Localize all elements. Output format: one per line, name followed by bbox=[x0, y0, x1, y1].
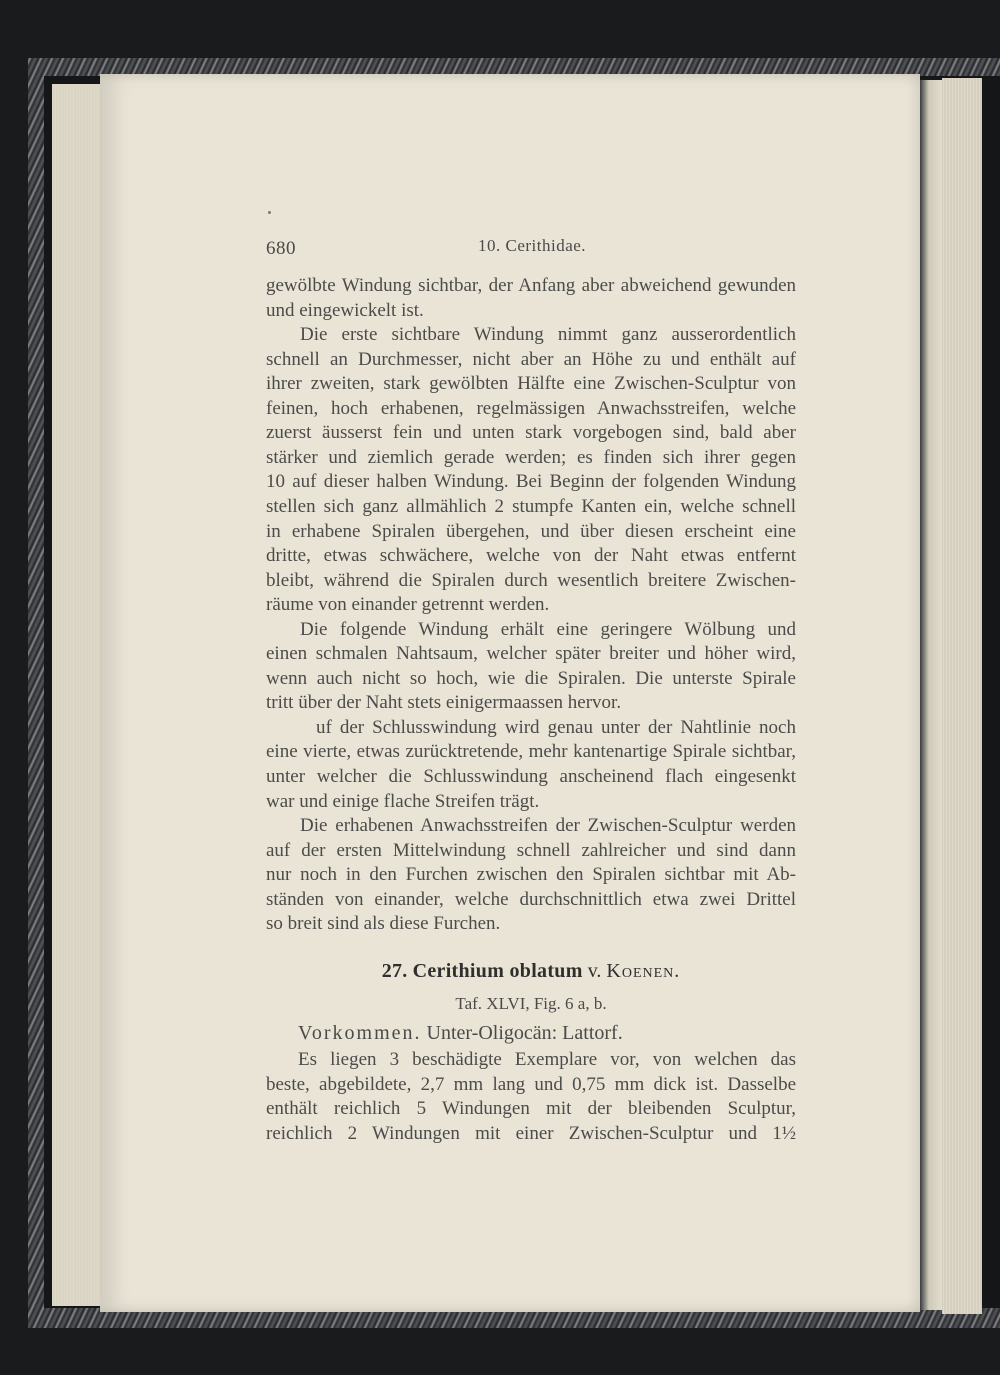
text-line: war und einige flache Streifen trägt. bbox=[266, 790, 540, 812]
species-heading bbox=[266, 960, 796, 983]
text-line: auf der ersten Mittelwindung schnell zahlreicher und sind dann bbox=[266, 839, 796, 861]
text-line: Die folgende Windung erhält eine geringere Wölbung und bbox=[300, 618, 796, 640]
text-line: 10 auf dieser halben Windung. Bei Beginn der folgenden Windung bbox=[266, 471, 796, 493]
text-line: so breit sind als diese Furchen. bbox=[266, 913, 501, 935]
text-line: einen schmalen Nahtsaum, welcher später breiter und höher wird, bbox=[266, 643, 796, 665]
running-title: 10. Cerithidae. bbox=[478, 236, 587, 255]
text-line: räume von einander getrennt werden. bbox=[266, 594, 550, 616]
text-line: Es liegen 3 beschädigte Exemplare vor, von welchen das bbox=[298, 1049, 796, 1070]
text-line: wenn auch nicht so hoch, wie die Spiralen. Die unterste Spirale bbox=[266, 667, 796, 689]
text-line: in erhabene Spiralen übergehen, und über diesen erscheint eine bbox=[266, 520, 796, 542]
text-line: dritte, etwas schwächere, welche von der Naht etwas entfernt bbox=[266, 545, 796, 567]
text-line: feinen, hoch erhabenen, regelmässigen Anwachsstreifen, welche bbox=[266, 397, 796, 419]
text-line: bleibt, während die Spiralen durch wesentlich breitere Zwischen- bbox=[266, 569, 796, 591]
text-line: stellen sich ganz allmählich 2 stumpfe Kanten ein, welche schnell bbox=[266, 495, 796, 517]
text-line: schnell an Durchmesser, nicht aber an Höhe zu und enthält auf bbox=[266, 348, 796, 370]
plate-reference: Taf. XLVI, Fig. 6 a, b. bbox=[455, 994, 607, 1013]
text-line: gewölbte Windung sichtbar, der Anfang aber abweichend gewunden bbox=[266, 275, 796, 296]
text-line: uf der Schlusswindung wird genau unter der Nahtlinie noch bbox=[316, 716, 796, 738]
text-line: tritt über der Naht stets einigermaassen hervor. bbox=[266, 692, 622, 714]
page-number: 680 bbox=[266, 238, 296, 259]
text-line: zuerst äusserst fein und unten stark vorgebogen sind, bald aber bbox=[266, 422, 796, 444]
text-line: enthält reichlich 5 Windungen mit der bleibenden Sculptur, bbox=[266, 1098, 796, 1119]
text-line: stärker und ziemlich gerade werden; es finden sich ihrer gegen bbox=[266, 446, 796, 468]
text-line: ständen von einander, welche durchschnittlich etwa zwei Drittel bbox=[266, 888, 796, 910]
speck bbox=[268, 211, 271, 214]
text-line: eine vierte, etwas zurücktretende, mehr kantenartige Spirale sichtbar, bbox=[266, 741, 796, 763]
text-line: unter welcher die Schlusswindung anscheinend flach eingesenkt bbox=[266, 766, 796, 787]
species-name: Cerithium oblatum bbox=[412, 960, 583, 982]
occurrence-value: Unter-Oligocän: Lattorf. bbox=[426, 1022, 623, 1044]
author-prefix: v. bbox=[587, 960, 602, 982]
text-line: und eingewickelt ist. bbox=[266, 299, 424, 321]
species-number: 27. bbox=[381, 960, 408, 982]
page-stack-right bbox=[942, 78, 982, 1314]
occurrence bbox=[298, 1022, 623, 1045]
text-line: Die erhabenen Anwachsstreifen der Zwischen-Sculptur werden bbox=[300, 815, 796, 837]
text-line: reichlich 2 Windungen mit einer Zwischen-Sculptur und 1½ bbox=[266, 1122, 796, 1144]
species-author: Koenen. bbox=[606, 960, 681, 982]
occurrence-label: Vorkommen. bbox=[298, 1022, 422, 1044]
text-line: beste, abgebildete, 2,7 mm lang und 0,75 mm dick ist. Dasselbe bbox=[266, 1073, 796, 1095]
text-line: nur noch in den Furchen zwischen den Spiralen sichtbar mit Ab- bbox=[266, 864, 796, 886]
next-page-edge bbox=[920, 80, 942, 1310]
text-line: ihrer zweiten, stark gewölbten Hälfte eine Zwischen-Sculptur von bbox=[266, 373, 796, 395]
text-line: Die erste sichtbare Windung nimmt ganz ausserordentlich bbox=[300, 324, 796, 346]
